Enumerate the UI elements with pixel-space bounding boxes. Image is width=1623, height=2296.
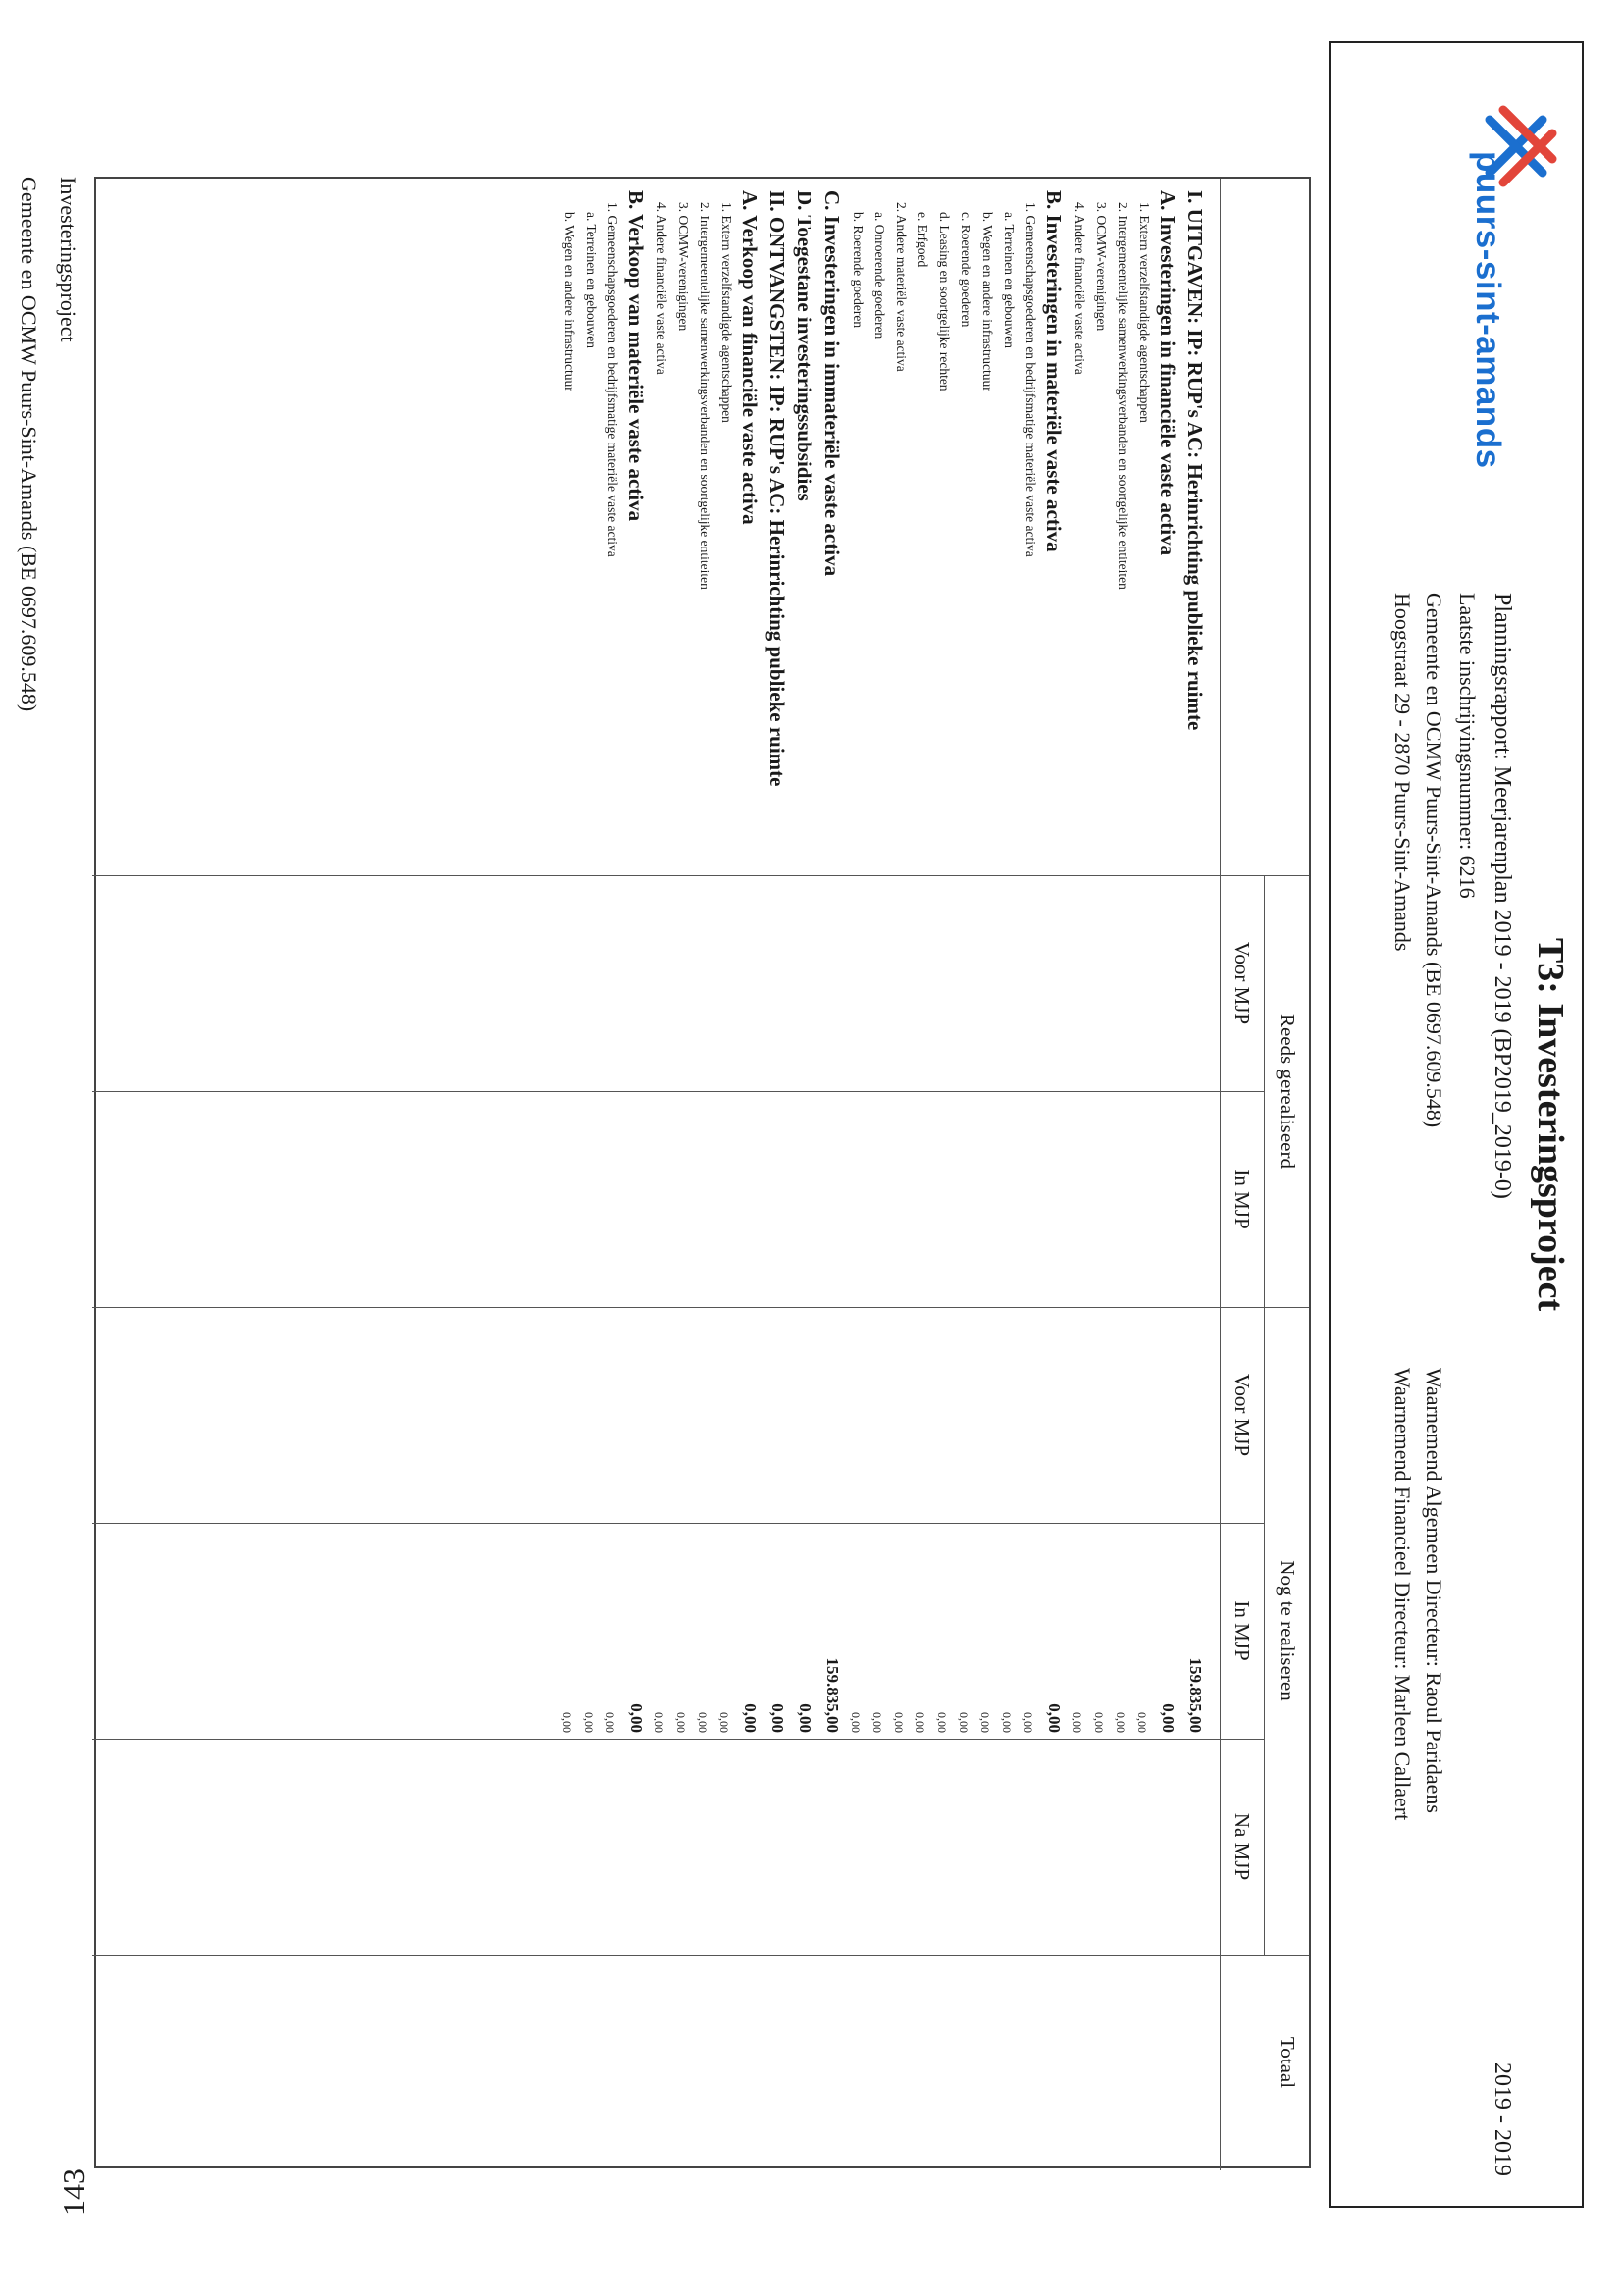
report-period: 2019 - 2019 <box>1490 2062 1515 2176</box>
col-torealise-after-mjp: Na MJP <box>1230 1812 1254 1881</box>
group-header-total: Totaal <box>1276 2036 1299 2089</box>
table-row-value: 0,00 <box>1135 1712 1149 1733</box>
footer-project-label: Investeringsproject <box>56 177 80 342</box>
table-row-value: 0,00 <box>653 1712 666 1733</box>
table-row-value: 0,00 <box>978 1712 992 1733</box>
table-row-label: a. Onroerende goederen <box>872 212 887 339</box>
table-row-label: I. UITGAVEN: IP: RUP's AC: Herinrichting publieke ruimte <box>1183 190 1207 731</box>
table-row-label: 1. Gemeenschapsgoederen en bedrijfsmatige materiële vaste activa <box>605 202 620 557</box>
table-row-value: 0,00 <box>1071 1712 1084 1733</box>
investment-table <box>94 177 1311 2168</box>
table-row-label: 4. Andere financiële vaste activa <box>654 202 669 375</box>
table-row-label: 1. Extern verzelfstandigde agentschappen <box>719 202 734 423</box>
table-row-label: 2. Intergemeentelijke samenwerkingsverbanden en soortgelijke entiteiten <box>698 202 712 590</box>
page-number: 143 <box>56 2168 91 2216</box>
col-torealise-in-mjp: In MJP <box>1230 1600 1254 1661</box>
table-row-value: 0,00 <box>741 1703 759 1733</box>
table-row-value: 0,00 <box>674 1712 688 1733</box>
table-row-label: b. Roerende goederen <box>851 212 865 329</box>
director-financial: Waarnemend Financieel Directeur: Marleen Callaert <box>1390 1368 1415 1821</box>
table-row-label: 2. Intergemeentelijke samenwerkingsverbanden en soortgelijke entiteiten <box>1116 202 1130 590</box>
table-row-label: c. Roerende goederen <box>959 212 973 328</box>
table-row-value: 0,00 <box>892 1712 906 1733</box>
organisation-name: Gemeente en OCMW Puurs-Sint-Amands (BE 0697.609.548) <box>1422 593 1446 1128</box>
table-row-label: a. Terreinen en gebouwen <box>1002 212 1017 348</box>
group-header-realised: Reeds gerealiseerd <box>1276 1013 1299 1169</box>
table-row-value: 0,00 <box>935 1712 949 1733</box>
table-row-label: d. Leasing en soortgelijke rechten <box>937 212 952 391</box>
col-realised-before-mjp: Voor MJP <box>1230 941 1254 1025</box>
table-row-value: 0,00 <box>796 1703 814 1733</box>
table-row-label: b. Wegen en andere infrastructuur <box>562 212 577 391</box>
group-header-to-realise: Nog te realiseren <box>1276 1560 1299 1701</box>
table-row-value: 0,00 <box>1021 1712 1035 1733</box>
table-row-value: 0,00 <box>1000 1712 1014 1733</box>
organisation-address: Hoogstraat 29 - 2870 Puurs-Sint-Amands <box>1390 593 1415 952</box>
table-row-label: A. Verkoop van financiële vaste activa <box>738 190 761 525</box>
table-row-value: 0,00 <box>717 1712 731 1733</box>
report-header <box>1329 41 1584 2208</box>
table-row-label: a. Terreinen en gebouwen <box>584 212 599 348</box>
table-row-label: 3. OCMW-verenigingen <box>1094 202 1109 332</box>
table-row-value: 0,00 <box>1159 1703 1178 1733</box>
table-row-value: 0,00 <box>870 1712 884 1733</box>
table-row-label: B. Verkoop van materiële vaste activa <box>624 190 648 522</box>
table-row-label: D. Toegestane investeringssubsidies <box>793 190 816 501</box>
table-row-value: 0,00 <box>849 1712 863 1733</box>
table-row-value: 159.835,00 <box>823 1657 842 1733</box>
table-row-value: 0,00 <box>560 1712 574 1733</box>
logo-wordmark: puurs-sint-amands <box>1469 151 1507 469</box>
report-title: T3: Investeringsproject <box>1530 937 1571 1312</box>
table-row-value: 159.835,00 <box>1186 1657 1205 1733</box>
table-row-value: 0,00 <box>582 1712 596 1733</box>
table-row-label: A. Investeringen in financiële vaste activa <box>1156 190 1179 556</box>
table-row-label: b. Wegen en andere infrastructuur <box>980 212 995 391</box>
table-row-label: 1. Gemeenschapsgoederen en bedrijfsmatige materiële vaste activa <box>1023 202 1038 557</box>
footer-organisation: Gemeente en OCMW Puurs-Sint-Amands (BE 0697.609.548) <box>17 177 41 712</box>
report-subtitle: Planningsrapport: Meerjarenplan 2019 - 2019 (BP2019_2019-0) <box>1490 593 1515 1199</box>
table-row-value: 0,00 <box>1045 1703 1064 1733</box>
registration-number: Laatste inschrijvingsnummer: 6216 <box>1455 593 1480 899</box>
table-row-value: 0,00 <box>957 1712 970 1733</box>
table-row-value: 0,00 <box>603 1712 617 1733</box>
director-general: Waarnemend Algemeen Directeur: Raoul Paridaens <box>1422 1368 1446 1813</box>
table-row-label: 2. Andere materiële vaste activa <box>894 202 909 372</box>
table-row-label: B. Investeringen in materiële vaste activa <box>1042 190 1066 552</box>
table-row-label: II. ONTVANGSTEN: IP: RUP's AC: Herinrichting publieke ruimte <box>765 190 789 787</box>
table-row-value: 0,00 <box>627 1703 646 1733</box>
table-row-label: C. Investeringen in immateriële vaste activa <box>820 190 844 577</box>
table-row-value: 0,00 <box>914 1712 927 1733</box>
table-row-label: 3. OCMW-verenigingen <box>676 202 691 332</box>
col-torealise-before-mjp: Voor MJP <box>1230 1373 1254 1457</box>
table-row-label: 4. Andere financiële vaste activa <box>1073 202 1087 375</box>
table-row-label: e. Erfgoed <box>916 212 930 268</box>
col-realised-in-mjp: In MJP <box>1230 1169 1254 1229</box>
table-row-value: 0,00 <box>768 1703 787 1733</box>
table-row-value: 0,00 <box>1114 1712 1127 1733</box>
table-row-label: 1. Extern verzelfstandigde agentschappen <box>1137 202 1152 423</box>
table-row-value: 0,00 <box>1092 1712 1106 1733</box>
table-row-value: 0,00 <box>696 1712 709 1733</box>
